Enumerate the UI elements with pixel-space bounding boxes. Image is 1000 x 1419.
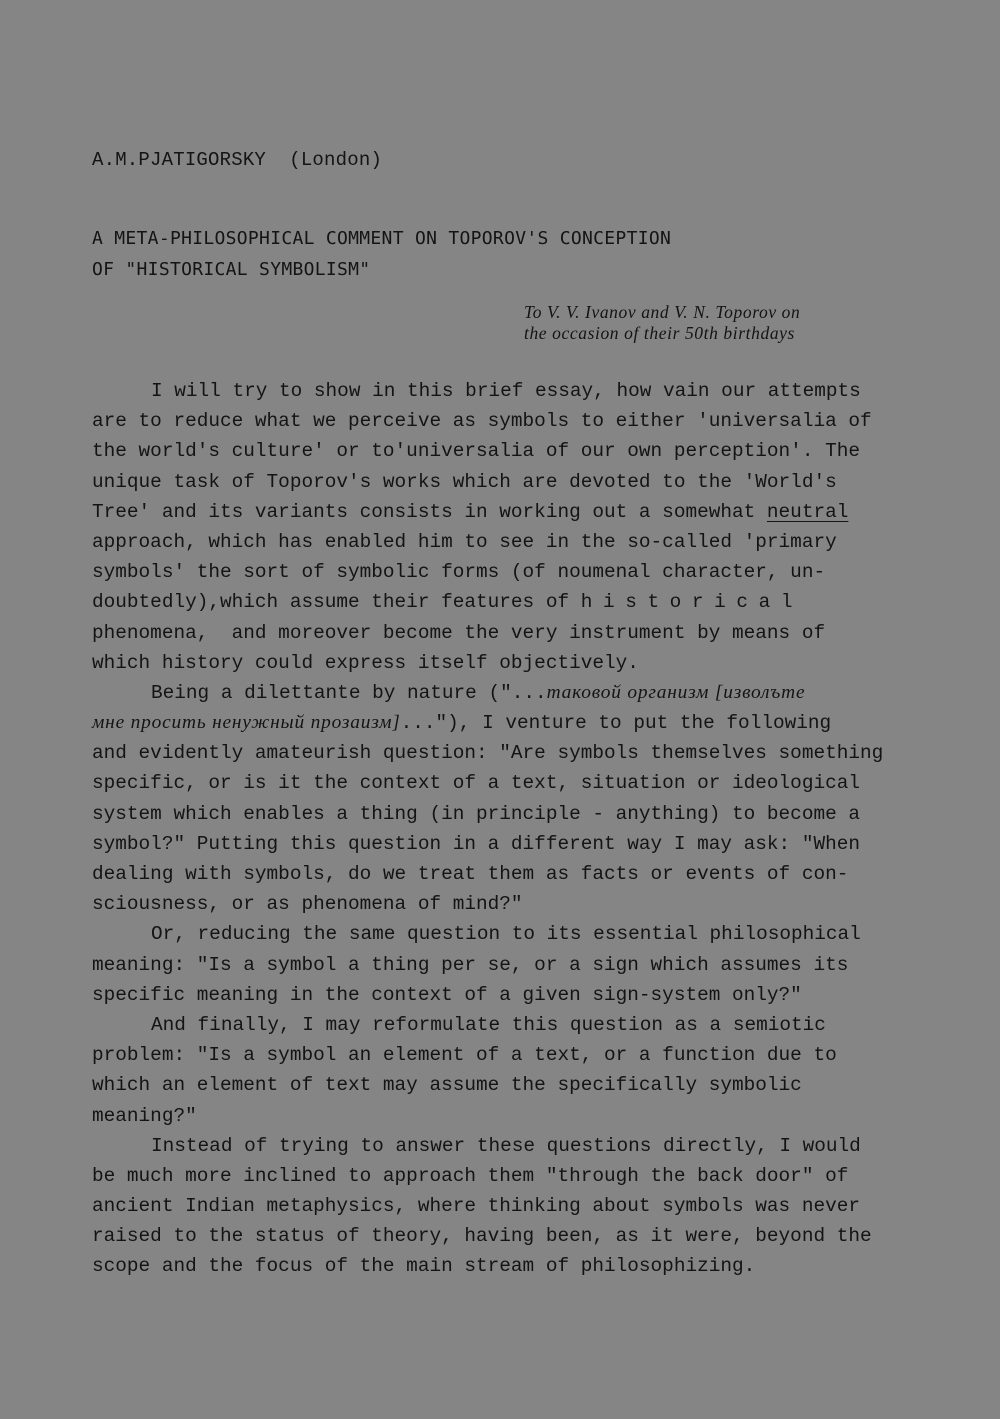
text-line: the world's culture' or to'universalia of our own perception'. The <box>92 440 860 463</box>
text-span: Tree' and its variants consists in working out a somewhat <box>92 500 767 523</box>
underlined-word: neutral <box>766 500 849 523</box>
text-line: problem: "Is a symbol an element of a text, or a function due to <box>92 1044 837 1067</box>
text-line: meaning: "Is a symbol a thing per se, or a sign which assumes its <box>92 953 849 976</box>
text-line: scope and the focus of the main stream of philosophizing. <box>92 1255 756 1278</box>
text-line: system which enables a thing (in principle - anything) to become a <box>92 802 860 825</box>
body-text <box>92 376 922 1282</box>
text-line: phenomena, and moreover become the very instrument by means of <box>92 621 826 644</box>
text-line: And finally, I may reformulate this question as a semiotic <box>151 1013 826 1036</box>
text-line <box>92 708 922 738</box>
text-line: Or, reducing the same question to its essential philosophical <box>151 923 861 946</box>
text-line: and evidently amateurish question: "Are symbols themselves something <box>92 742 884 765</box>
dedication-line: To V. V. Ivanov and V. N. Toporov on <box>524 302 801 322</box>
essay-title <box>92 223 671 285</box>
text-line: I will try to show in this brief essay, how vain our attempts <box>151 380 861 402</box>
dedication-line: the occasion of their 50th birthdays <box>524 323 795 343</box>
text-line <box>92 497 922 527</box>
text-line <box>92 678 922 708</box>
dedication <box>524 302 800 344</box>
text-line: sciousness, or as phenomena of mind?" <box>92 893 523 916</box>
text-line: specific meaning in the context of a given sign-system only?" <box>92 983 802 1006</box>
text-line: symbol?" Putting this question in a different way I may ask: "When <box>92 832 860 855</box>
text-span: ..."), I venture to put the following <box>400 712 832 735</box>
spaced-word: historical <box>580 591 804 614</box>
text-line <box>92 587 922 617</box>
text-line: ancient Indian metaphysics, where thinking about symbols was never <box>92 1195 860 1218</box>
text-line: approach, which has enabled him to see in the so-called 'primary <box>92 530 837 553</box>
text-span: Being a dilettante by nature ("... <box>151 681 547 704</box>
text-line: specific, or is it the context of a text, situation or ideological <box>92 772 860 795</box>
text-line: which an element of text may assume the specifically symbolic <box>92 1074 802 1097</box>
russian-quote: таковой организм [изволъте <box>546 681 806 703</box>
text-line: symbols' the sort of symbolic forms (of noumenal character, un- <box>92 561 826 584</box>
text-line: unique task of Toporov's works which are devoted to the 'World's <box>92 470 837 493</box>
title-line: A META-PHILOSOPHICAL COMMENT ON TOPOROV'S CONCEPTION <box>92 228 672 249</box>
russian-quote: мне просить ненужный прозаизм] <box>92 712 401 734</box>
text-line: dealing with symbols, do we treat them as facts or events of con- <box>92 863 849 885</box>
author-line: A.M.PJATIGORSKY (London) <box>92 149 383 171</box>
text-line: Instead of trying to answer these questions directly, I would <box>151 1134 861 1157</box>
title-line: OF "HISTORICAL SYMBOLISM" <box>92 259 371 280</box>
text-line: meaning?" <box>92 1104 197 1127</box>
text-line: are to reduce what we perceive as symbols to either 'universalia of <box>92 410 872 433</box>
text-span: doubtedly),which assume their features of <box>92 591 581 614</box>
text-line: be much more inclined to approach them "through the back door" of <box>92 1164 849 1187</box>
text-line: raised to the status of theory, having been, as it were, beyond the <box>92 1225 872 1248</box>
text-line: which history could express itself objectively. <box>92 651 639 674</box>
